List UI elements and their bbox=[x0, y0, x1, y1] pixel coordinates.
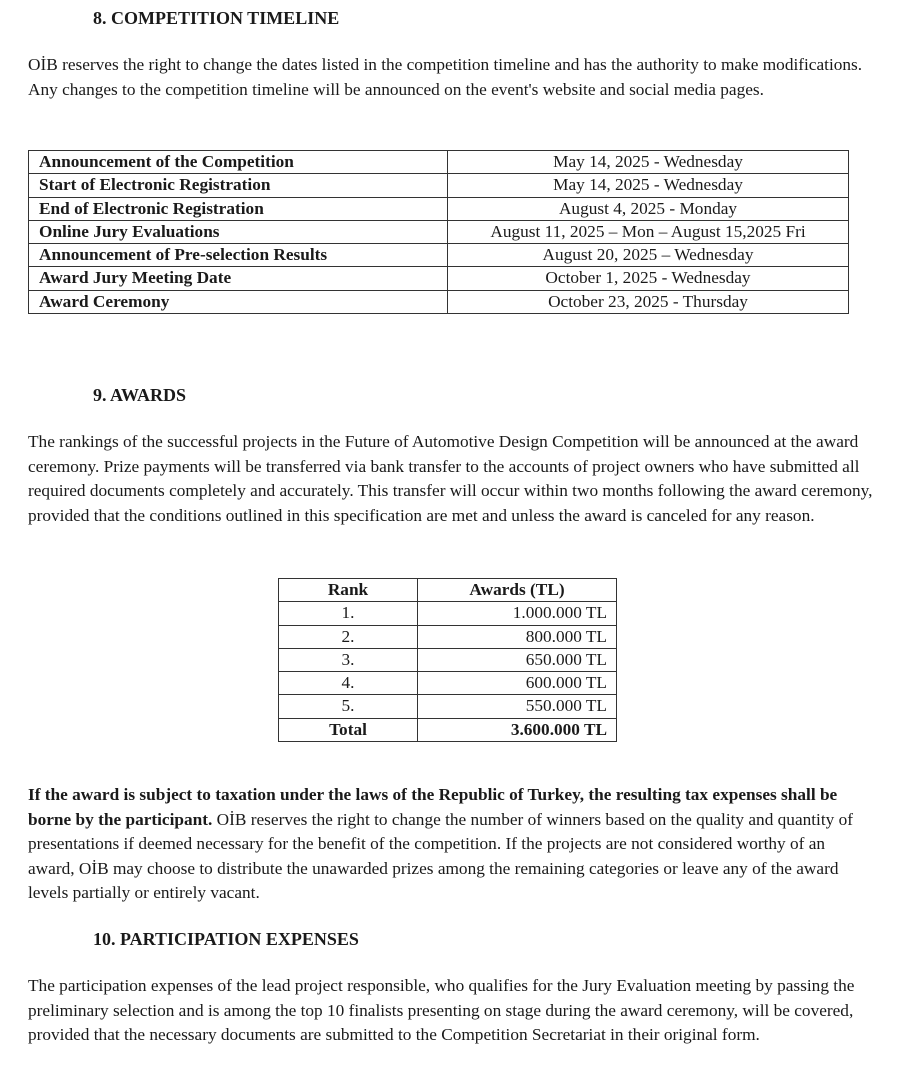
expenses-paragraph: The participation expenses of the lead project responsible, who qualifies for the Jury Evaluation meeting by passing the preliminary selection and is among the top 10 finalists presenting on stage during the award ceremony, will be covered, provided that the necessary documents are submitted to the Competition Secretariat in their original form. bbox=[28, 976, 855, 1045]
table-row bbox=[29, 220, 849, 243]
award-rank: 5. bbox=[279, 695, 418, 718]
timeline-event: Announcement of Pre-selection Results bbox=[29, 244, 448, 267]
award-rank: 2. bbox=[279, 625, 418, 648]
timeline-table bbox=[28, 150, 849, 314]
table-row bbox=[279, 625, 617, 648]
total-amount: 3.600.000 TL bbox=[418, 718, 617, 741]
award-rank: 3. bbox=[279, 648, 418, 671]
timeline-intro-paragraph: OİB reserves the right to change the dates listed in the competition timeline and has the authority to make modifications. Any changes to the competition timeline will be announced on the event's website and social media pages. bbox=[28, 55, 863, 99]
timeline-date: May 14, 2025 - Wednesday bbox=[448, 174, 849, 197]
award-amount: 550.000 TL bbox=[418, 695, 617, 718]
total-label: Total bbox=[279, 718, 418, 741]
section-heading-expenses: 10. PARTICIPATION EXPENSES bbox=[93, 929, 359, 949]
timeline-event: Award Jury Meeting Date bbox=[29, 267, 448, 290]
award-amount: 600.000 TL bbox=[418, 672, 617, 695]
table-row bbox=[29, 197, 849, 220]
table-row bbox=[29, 290, 849, 313]
awards-table bbox=[278, 578, 617, 742]
timeline-date: August 11, 2025 – Mon – August 15,2025 Fri bbox=[448, 220, 849, 243]
awards-intro-paragraph: The rankings of the successful projects in the Future of Automotive Design Competition will be announced at the award ceremony. Prize payments will be transferred via bank transfer to the accounts of project owners who have submitted all required documents completely and accurately. This transfer will occur within two months following the award ceremony, provided that the conditions outlined in this specification are met and unless the award is canceled for any reason. bbox=[28, 432, 873, 525]
award-amount: 650.000 TL bbox=[418, 648, 617, 671]
award-rank: 4. bbox=[279, 672, 418, 695]
table-header-row bbox=[279, 579, 617, 602]
timeline-event: Start of Electronic Registration bbox=[29, 174, 448, 197]
table-row bbox=[29, 267, 849, 290]
award-amount: 1.000.000 TL bbox=[418, 602, 617, 625]
amount-column-header: Awards (TL) bbox=[418, 579, 617, 602]
section-heading-timeline: 8. COMPETITION TIMELINE bbox=[93, 8, 340, 28]
table-row bbox=[29, 151, 849, 174]
table-row bbox=[279, 695, 617, 718]
tax-notice-bold: If the award is subject to taxation under the laws of the Republic of Turkey, the resulting tax expenses shall be borne by the participant. bbox=[28, 785, 838, 829]
timeline-event: Online Jury Evaluations bbox=[29, 220, 448, 243]
section-heading-awards: 9. AWARDS bbox=[93, 385, 187, 405]
total-row bbox=[279, 718, 617, 741]
table-row bbox=[279, 648, 617, 671]
timeline-event: Announcement of the Competition bbox=[29, 151, 448, 174]
table-row bbox=[279, 672, 617, 695]
timeline-event: End of Electronic Registration bbox=[29, 197, 448, 220]
table-row bbox=[29, 174, 849, 197]
timeline-date: August 20, 2025 – Wednesday bbox=[448, 244, 849, 267]
rank-column-header: Rank bbox=[279, 579, 418, 602]
timeline-date: August 4, 2025 - Monday bbox=[448, 197, 849, 220]
table-row bbox=[29, 244, 849, 267]
timeline-date: May 14, 2025 - Wednesday bbox=[448, 151, 849, 174]
timeline-date: October 1, 2025 - Wednesday bbox=[448, 267, 849, 290]
table-row bbox=[279, 602, 617, 625]
tax-paragraph bbox=[28, 783, 873, 906]
timeline-event: Award Ceremony bbox=[29, 290, 448, 313]
award-amount: 800.000 TL bbox=[418, 625, 617, 648]
timeline-date: October 23, 2025 - Thursday bbox=[448, 290, 849, 313]
award-rank: 1. bbox=[279, 602, 418, 625]
tax-notice-rest: OİB reserves the right to change the number of winners based on the quality and quantity of presentations if deemed necessary for the benefit of the competition. If the projects are not considered worthy of an award, OİB may choose to distribute the unawarded prizes among the remaining categories or leave any of the award levels partially or entirely vacant. bbox=[28, 809, 854, 903]
